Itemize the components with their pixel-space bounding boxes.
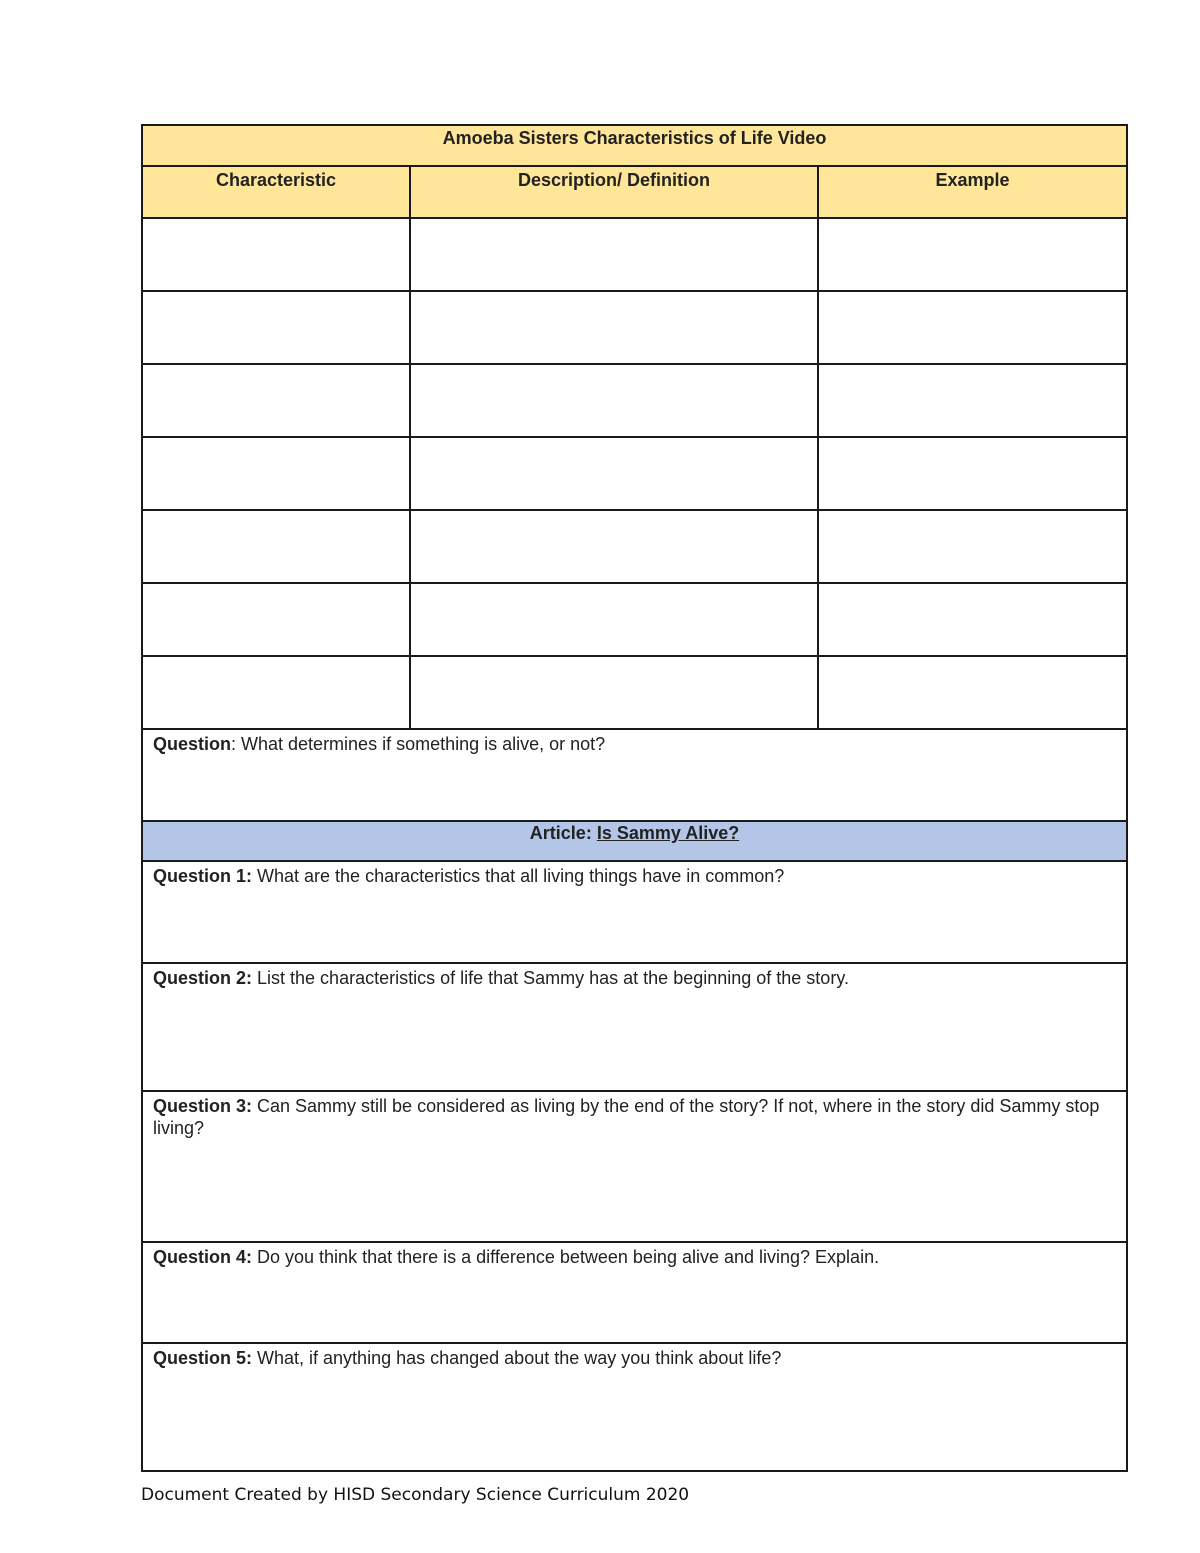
question-2-row: [142, 963, 1127, 1091]
example-cell[interactable]: [818, 218, 1127, 291]
description-cell[interactable]: [410, 583, 818, 656]
question-3-row: [142, 1091, 1127, 1242]
question-1-label: Question 1:: [153, 866, 253, 886]
characteristic-cell[interactable]: [142, 583, 410, 656]
example-cell[interactable]: [818, 291, 1127, 364]
characteristic-cell[interactable]: [142, 364, 410, 437]
question-3-cell[interactable]: [142, 1091, 1127, 1242]
main-question-cell[interactable]: [142, 729, 1127, 821]
document-footer: Document Created by HISD Secondary Science Curriculum 2020: [141, 1485, 690, 1505]
table-row: [142, 437, 1127, 510]
question-3-text: Can Sammy still be considered as living by the end of the story? If not, where in the story did Sammy stop living?: [153, 1096, 1100, 1138]
question-5-label: Question 5:: [153, 1348, 253, 1368]
question-2-label: Question 2:: [153, 968, 253, 988]
article-row: [142, 821, 1127, 861]
table-row: [142, 291, 1127, 364]
characteristic-cell[interactable]: [142, 218, 410, 291]
table-row: [142, 364, 1127, 437]
question-5-row: [142, 1343, 1127, 1471]
article-header: [142, 821, 1127, 861]
question-5-text: What, if anything has changed about the way you think about life?: [252, 1348, 782, 1368]
question-4-cell[interactable]: [142, 1242, 1127, 1343]
question-3-label: Question 3:: [153, 1096, 253, 1116]
table-title: Amoeba Sisters Characteristics of Life Video: [142, 125, 1127, 166]
question-1-text: What are the characteristics that all living things have in common?: [252, 866, 785, 886]
example-cell[interactable]: [818, 583, 1127, 656]
characteristic-cell[interactable]: [142, 437, 410, 510]
table-row: [142, 583, 1127, 656]
characteristic-cell[interactable]: [142, 656, 410, 729]
characteristic-cell[interactable]: [142, 291, 410, 364]
worksheet-table: [141, 124, 1128, 1472]
question-4-label: Question 4:: [153, 1247, 253, 1267]
description-cell[interactable]: [410, 291, 818, 364]
question-2-text: List the characteristics of life that Sammy has at the beginning of the story.: [252, 968, 849, 988]
description-cell[interactable]: [410, 218, 818, 291]
question-1-cell[interactable]: [142, 861, 1127, 963]
column-header-description: Description/ Definition: [410, 166, 818, 218]
description-cell[interactable]: [410, 437, 818, 510]
column-header-example: Example: [818, 166, 1127, 218]
example-cell[interactable]: [818, 437, 1127, 510]
table-row: [142, 510, 1127, 583]
question-text: : What determines if something is alive, or not?: [231, 734, 606, 754]
description-cell[interactable]: [410, 656, 818, 729]
table-row: [142, 656, 1127, 729]
question-1-row: [142, 861, 1127, 963]
characteristic-cell[interactable]: [142, 510, 410, 583]
question-2-cell[interactable]: [142, 963, 1127, 1091]
description-cell[interactable]: [410, 364, 818, 437]
table-row: [142, 218, 1127, 291]
example-cell[interactable]: [818, 656, 1127, 729]
question-5-cell[interactable]: [142, 1343, 1127, 1471]
question-label: Question: [153, 734, 232, 754]
example-cell[interactable]: [818, 510, 1127, 583]
description-cell[interactable]: [410, 510, 818, 583]
example-cell[interactable]: [818, 364, 1127, 437]
question-4-text: Do you think that there is a difference between being alive and living? Explain.: [252, 1247, 880, 1267]
article-title-link[interactable]: Is Sammy Alive?: [596, 823, 740, 843]
article-label: Article:: [529, 823, 597, 843]
question-4-row: [142, 1242, 1127, 1343]
main-question-row: [142, 729, 1127, 821]
column-header-characteristic: Characteristic: [142, 166, 410, 218]
